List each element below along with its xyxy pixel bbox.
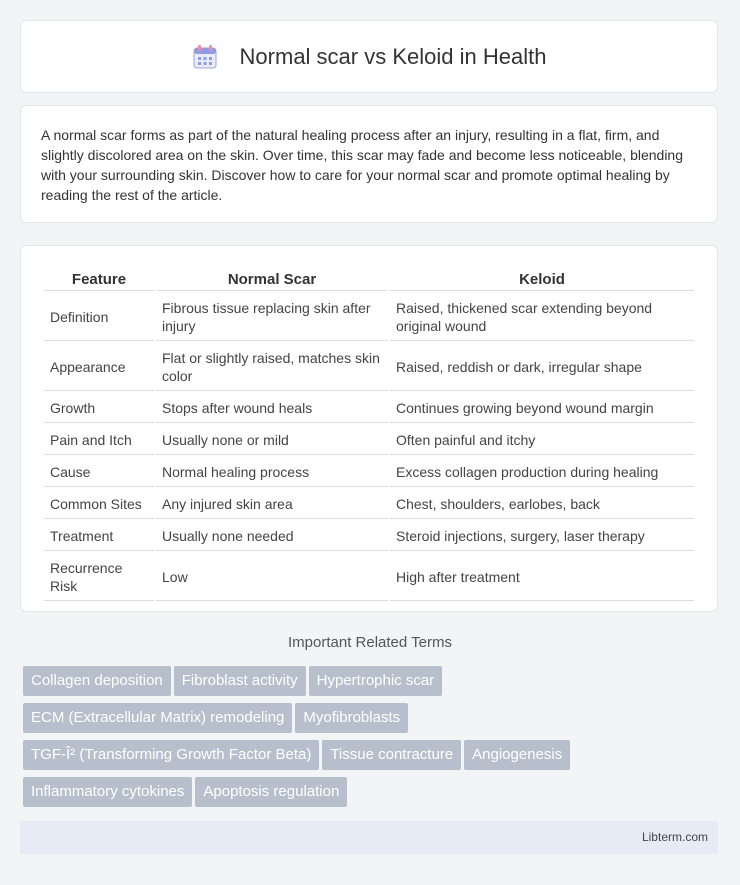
table-cell: Treatment <box>44 521 154 551</box>
column-header-feature: Feature <box>44 268 154 291</box>
related-term-tag[interactable]: Hypertrophic scar <box>309 666 443 696</box>
comparison-table <box>42 266 696 603</box>
footer <box>20 821 718 854</box>
table-cell: Common Sites <box>44 489 154 519</box>
footer-site-link[interactable]: Libterm.com <box>641 830 708 844</box>
related-term-tag[interactable]: Fibroblast activity <box>174 666 306 696</box>
calendar-icon <box>192 44 218 70</box>
table-cell: Often painful and itchy <box>390 425 694 455</box>
related-term-tag[interactable]: ECM (Extracellular Matrix) remodeling <box>23 703 292 733</box>
page-title: Normal scar vs Keloid in Health <box>239 43 547 69</box>
intro-text: A normal scar forms as part of the natural healing process after an injury, resulting in a flat, firm, and slightly discolored area on the skin. Over time, this scar may fade and become less noticeable, blending with your surrounding skin. Discover how to care for your normal scar and promote optimal healing by reading the rest of the article. <box>41 127 684 203</box>
related-term-tag[interactable]: Angiogenesis <box>464 740 570 770</box>
table-cell: Raised, reddish or dark, irregular shape <box>390 343 694 391</box>
related-term-tag[interactable]: TGF-Î² (Transforming Growth Factor Beta) <box>23 740 319 770</box>
table-row <box>44 343 694 391</box>
table-cell: Growth <box>44 393 154 423</box>
table-row <box>44 293 694 341</box>
related-term-tag[interactable]: Tissue contracture <box>322 740 461 770</box>
header-card <box>20 20 718 93</box>
table-cell: High after treatment <box>390 553 694 601</box>
comparison-card <box>20 245 718 612</box>
table-cell: Chest, shoulders, earlobes, back <box>390 489 694 519</box>
related-term-tag[interactable]: Myofibroblasts <box>295 703 408 733</box>
related-terms-title: Important Related Terms <box>288 634 452 651</box>
related-term-tag[interactable]: Collagen deposition <box>23 666 171 696</box>
table-cell: Normal healing process <box>156 457 388 487</box>
table-cell: Excess collagen production during healing <box>390 457 694 487</box>
table-row <box>44 393 694 423</box>
table-cell: Any injured skin area <box>156 489 388 519</box>
table-cell: Stops after wound heals <box>156 393 388 423</box>
table-cell: Pain and Itch <box>44 425 154 455</box>
table-row <box>44 521 694 551</box>
table-row <box>44 489 694 519</box>
table-cell: Recurrence Risk <box>44 553 154 601</box>
table-cell: Low <box>156 553 388 601</box>
table-cell: Usually none needed <box>156 521 388 551</box>
table-cell: Appearance <box>44 343 154 391</box>
related-term-tag[interactable]: Inflammatory cytokines <box>23 777 192 807</box>
table-row <box>44 425 694 455</box>
table-cell: Steroid injections, surgery, laser therapy <box>390 521 694 551</box>
table-header-row <box>44 268 694 291</box>
table-cell: Raised, thickened scar extending beyond original wound <box>390 293 694 341</box>
column-header-normal-scar: Normal Scar <box>156 268 388 291</box>
table-cell: Usually none or mild <box>156 425 388 455</box>
table-cell: Cause <box>44 457 154 487</box>
column-header-keloid: Keloid <box>390 268 694 291</box>
table-cell: Flat or slightly raised, matches skin color <box>156 343 388 391</box>
related-term-tag[interactable]: Apoptosis regulation <box>195 777 347 807</box>
table-cell: Fibrous tissue replacing skin after injury <box>156 293 388 341</box>
intro-card <box>20 105 718 223</box>
table-row <box>44 457 694 487</box>
related-terms-list <box>23 666 713 814</box>
table-row <box>44 553 694 601</box>
table-cell: Continues growing beyond wound margin <box>390 393 694 423</box>
table-cell: Definition <box>44 293 154 341</box>
